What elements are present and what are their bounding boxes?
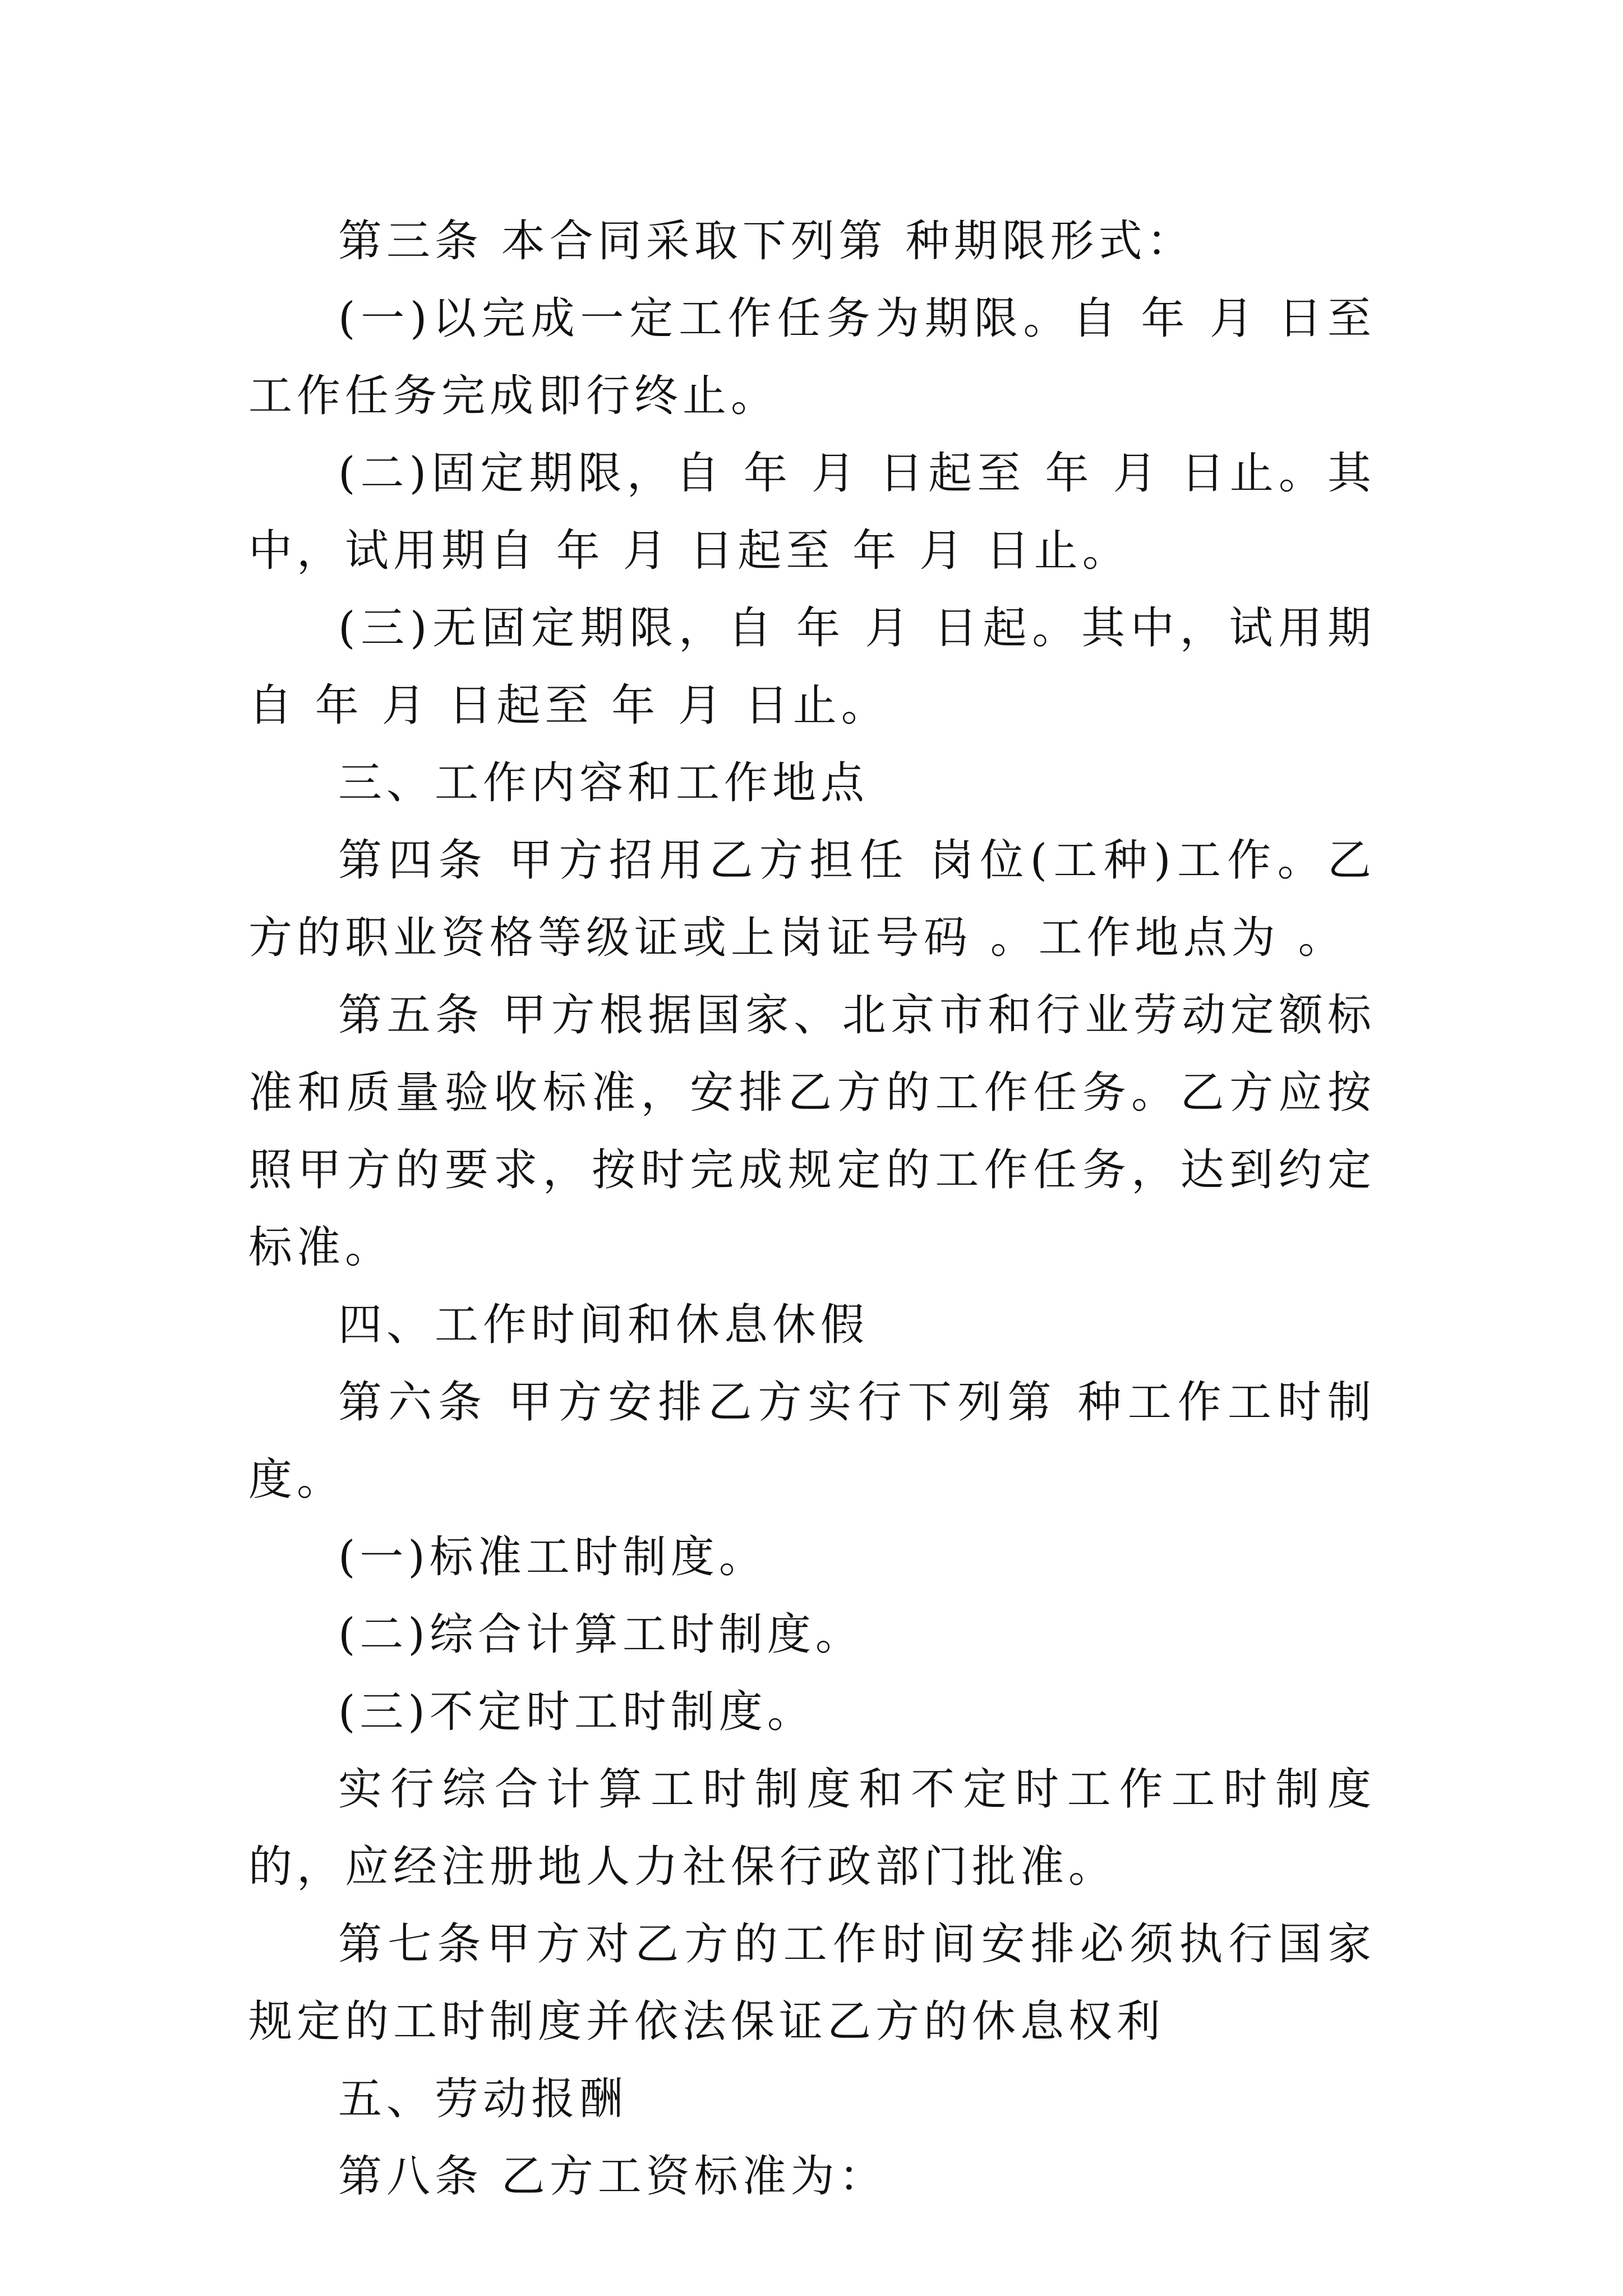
paragraph-article-4: 第四条 甲方招用乙方担任 岗位(工种)工作。乙方的职业资格等级证或上岗证号码 。工作地点为 。 (248, 835, 1376, 963)
section-heading-4: 四、工作时间和休息休假 (338, 1300, 869, 1350)
section-heading-3: 三、工作内容和工作地点 (338, 758, 869, 808)
paragraph-article-3: 第三条 本合同采取下列第 种期限形式： (338, 216, 1195, 266)
paragraph-hours-option-3: (三)不定时工时制度。 (338, 1687, 815, 1737)
paragraph-article-6: 第六条 甲方安排乙方实行下列第 种工作工时制度。 (248, 1377, 1376, 1505)
paragraph-term-option-3: (三)无固定期限，自 年 月 日起。其中，试用期自 年 月 日起至 年 月 日止。 (248, 603, 1376, 731)
section-heading-5: 五、劳动报酬 (338, 2074, 628, 2124)
paragraph-hours-option-2: (二)综合计算工时制度。 (338, 1609, 864, 1660)
document-body (248, 203, 1394, 2215)
paragraph-article-7: 第七条甲方对乙方的工作时间安排必须执行国家规定的工时制度并依法保证乙方的休息权利 (248, 1919, 1376, 2047)
paragraph-term-option-2: (二)固定期限，自 年 月 日起至 年 月 日止。其中，试用期自 年 月 日起至 年 月 日止。 (248, 448, 1376, 576)
paragraph-article-5: 第五条 甲方根据国家、北京市和行业劳动定额标准和质量验收标准，安排乙方的工作任务。乙方应按照甲方的要求，按时完成规定的工作任务，达到约定标准。 (248, 990, 1376, 1273)
paragraph-article-8: 第八条 乙方工资标准为： (338, 2151, 887, 2202)
paragraph-hours-approval: 实行综合计算工时制度和不定时工作工时制度的，应经注册地人力社保行政部门批准。 (248, 1764, 1376, 1892)
paragraph-hours-option-1: (一)标准工时制度。 (338, 1532, 767, 1582)
paragraph-term-option-1: (一)以完成一定工作任务为期限。自 年 月 日至 工作任务完成即行终止。 (248, 293, 1394, 421)
